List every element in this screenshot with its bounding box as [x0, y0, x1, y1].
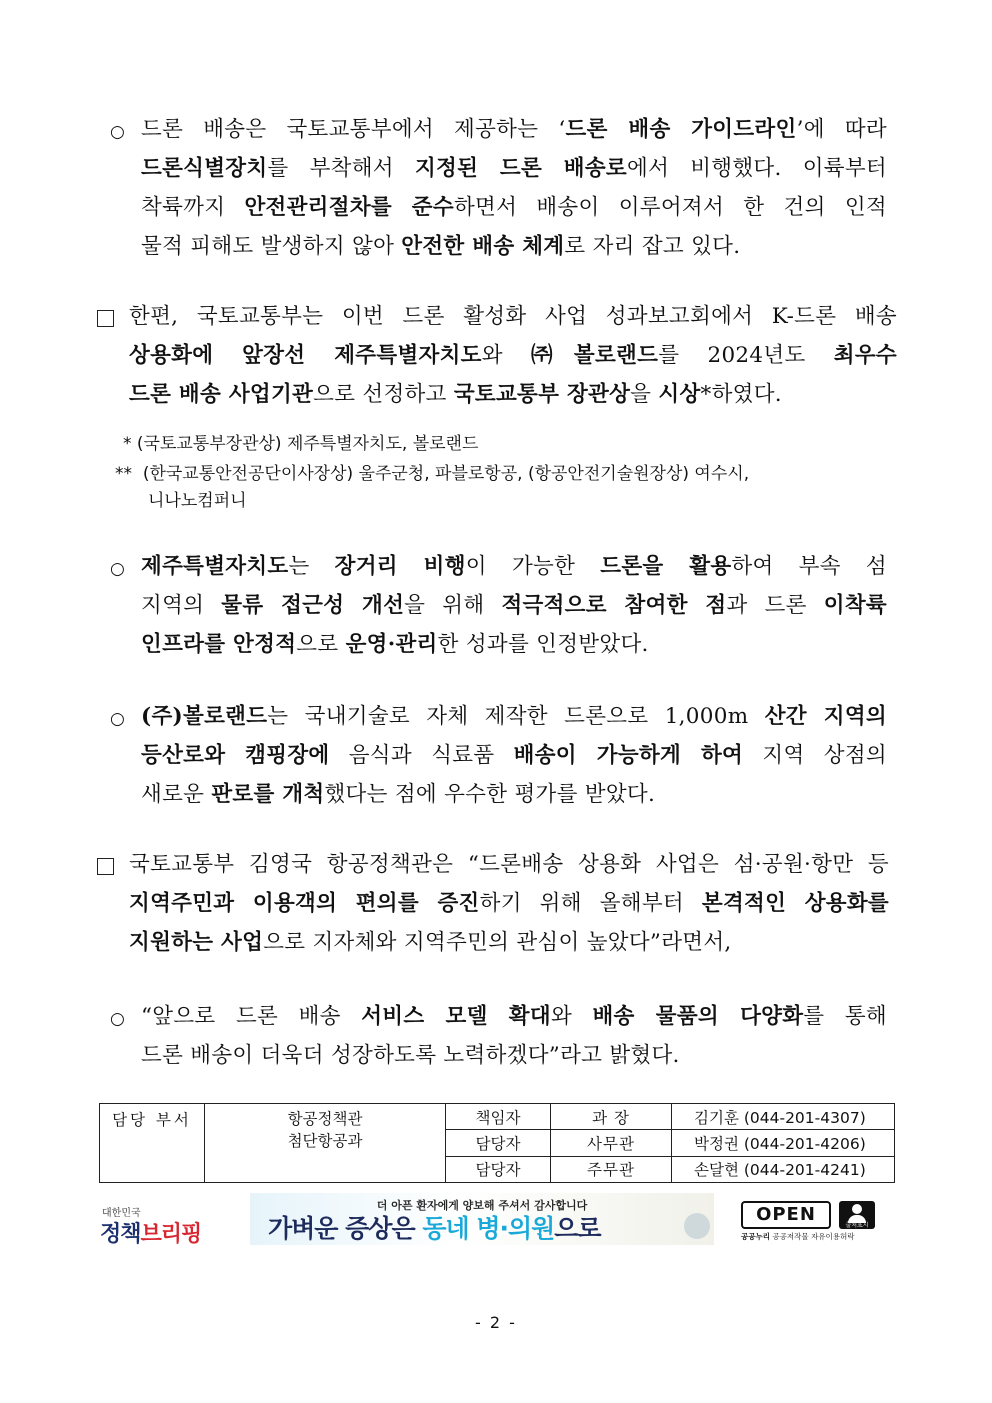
role-cell: 책임자 — [446, 1104, 551, 1130]
person-cell: 손달현 (044-201-4241) — [672, 1156, 895, 1182]
text-line: 지원하는 사업으로 지자체와 지역주민의 관심이 높았다”라면서, — [129, 930, 732, 955]
text-line: 제주특별자치도는 장거리 비행이 가능한 드론을 활용하여 부속 섬 — [141, 554, 887, 579]
contact-table — [99, 1103, 895, 1183]
paragraph-3 — [141, 547, 887, 664]
text-line: “앞으로 드론 배송 서비스 모델 확대와 배송 물품의 다양화를 통해 — [141, 1004, 887, 1029]
license-caption: 공공누리 공공저작물 자유이용허락 — [741, 1232, 855, 1241]
banner-decoration-icon — [684, 1213, 710, 1239]
role-cell: 담당자 — [446, 1156, 551, 1182]
circle-bullet-3: ○ — [110, 709, 125, 729]
dept-name-1: 항공정책관 — [287, 1110, 363, 1128]
paragraph-4 — [141, 697, 887, 814]
attribution-person-icon: 출처표시 — [839, 1201, 875, 1229]
open-word: OPEN — [741, 1201, 831, 1229]
role-cell: 담당자 — [446, 1130, 551, 1156]
banner-subtitle: 더 아픈 환자에게 양보해 주셔서 감사합니다 — [376, 1199, 588, 1212]
text-line: 인프라를 안정적으로 운영·관리한 성과를 인정받았다. — [141, 632, 649, 657]
banner-headline: 가벼운 증상은 동네 병·의원으로 — [268, 1214, 601, 1243]
dept-names — [205, 1104, 446, 1183]
text-line: 새로운 판로를 개척했다는 점에 우수한 평가를 받았다. — [141, 782, 656, 807]
text-line: 국토교통부 김영국 항공정책관은 “드론배송 상용화 사업은 섬·공원·항만 등 — [129, 852, 889, 877]
circle-bullet-1: ○ — [110, 122, 125, 142]
person-cell: 박정권 (044-201-4206) — [672, 1130, 895, 1156]
clinic-campaign-banner[interactable] — [250, 1193, 714, 1245]
dept-label: 담당 부서 — [100, 1104, 205, 1183]
footnote-2: ** (한국교통안전공단이사장상) 울주군청, 파블로항공, (항공안전기술원장상) 여수시, 니나노컴퍼니 — [115, 464, 750, 511]
text-line: 드론 배송이 더욱더 성장하도록 노력하겠다”라고 밝혔다. — [141, 1043, 680, 1068]
text-line: 등산로와 캠핑장에 음식과 식료품 배송이 가능하게 하여 지역 상점의 — [141, 743, 887, 768]
position-cell: 사무관 — [551, 1130, 672, 1156]
text-line: 드론 배송은 국토교통부에서 제공하는 ‘드론 배송 가이드라인’에 따라 — [141, 117, 887, 142]
text-line: 착륙까지 안전관리절차를 준수하면서 배송이 이루어져서 한 건의 인적 — [141, 195, 887, 220]
text-line: 드론식별장치를 부착해서 지정된 드론 배송로에서 비행했다. 이륙부터 — [141, 156, 888, 181]
text-line: 상용화에 앞장선 제주특별자치도와 ㈜볼로랜드를 2024년도 최우수 — [129, 343, 897, 368]
circle-bullet-4: ○ — [110, 1009, 125, 1029]
person-cell: 김기훈 (044-201-4307) — [672, 1104, 895, 1130]
dept-name-2: 첨단항공과 — [287, 1132, 363, 1150]
footnote-1: * (국토교통부장관상) 제주특별자치도, 볼로랜드 — [123, 434, 479, 454]
text-line: 지역의 물류 접근성 개선을 위해 적극적으로 참여한 점과 드론 이착륙 — [141, 593, 888, 618]
text-line: 물적 피해도 발생하지 않아 안전한 배송 체계로 자리 잡고 있다. — [141, 234, 741, 259]
position-cell: 주무관 — [551, 1156, 672, 1182]
paragraph-1 — [141, 110, 887, 266]
text-line: 지역주민과 이용객의 편의를 증진하기 위해 올해부터 본격적인 상용화를 — [129, 891, 889, 916]
paragraph-2 — [129, 297, 897, 414]
policy-briefing-logo: 대한민국 정책브리핑 — [100, 1208, 202, 1247]
kogl-open-license-logo — [741, 1201, 889, 1241]
page-number: - 2 - — [475, 1313, 517, 1332]
text-line: 드론 배송 사업기관으로 선정하고 국토교통부 장관상을 시상*하였다. — [129, 382, 782, 407]
position-cell: 과 장 — [551, 1104, 672, 1130]
circle-bullet-2: ○ — [110, 559, 125, 579]
paragraph-5 — [129, 845, 889, 962]
paragraph-6 — [141, 997, 887, 1075]
square-bullet-1 — [97, 310, 114, 327]
text-line: (주)볼로랜드는 국내기술로 자체 제작한 드론으로 1,000m 산간 지역의 — [141, 704, 887, 729]
text-line: 한편, 국토교통부는 이번 드론 활성화 사업 성과보고회에서 K-드론 배송 — [129, 304, 897, 329]
table-row — [100, 1104, 895, 1130]
square-bullet-2 — [97, 858, 114, 875]
